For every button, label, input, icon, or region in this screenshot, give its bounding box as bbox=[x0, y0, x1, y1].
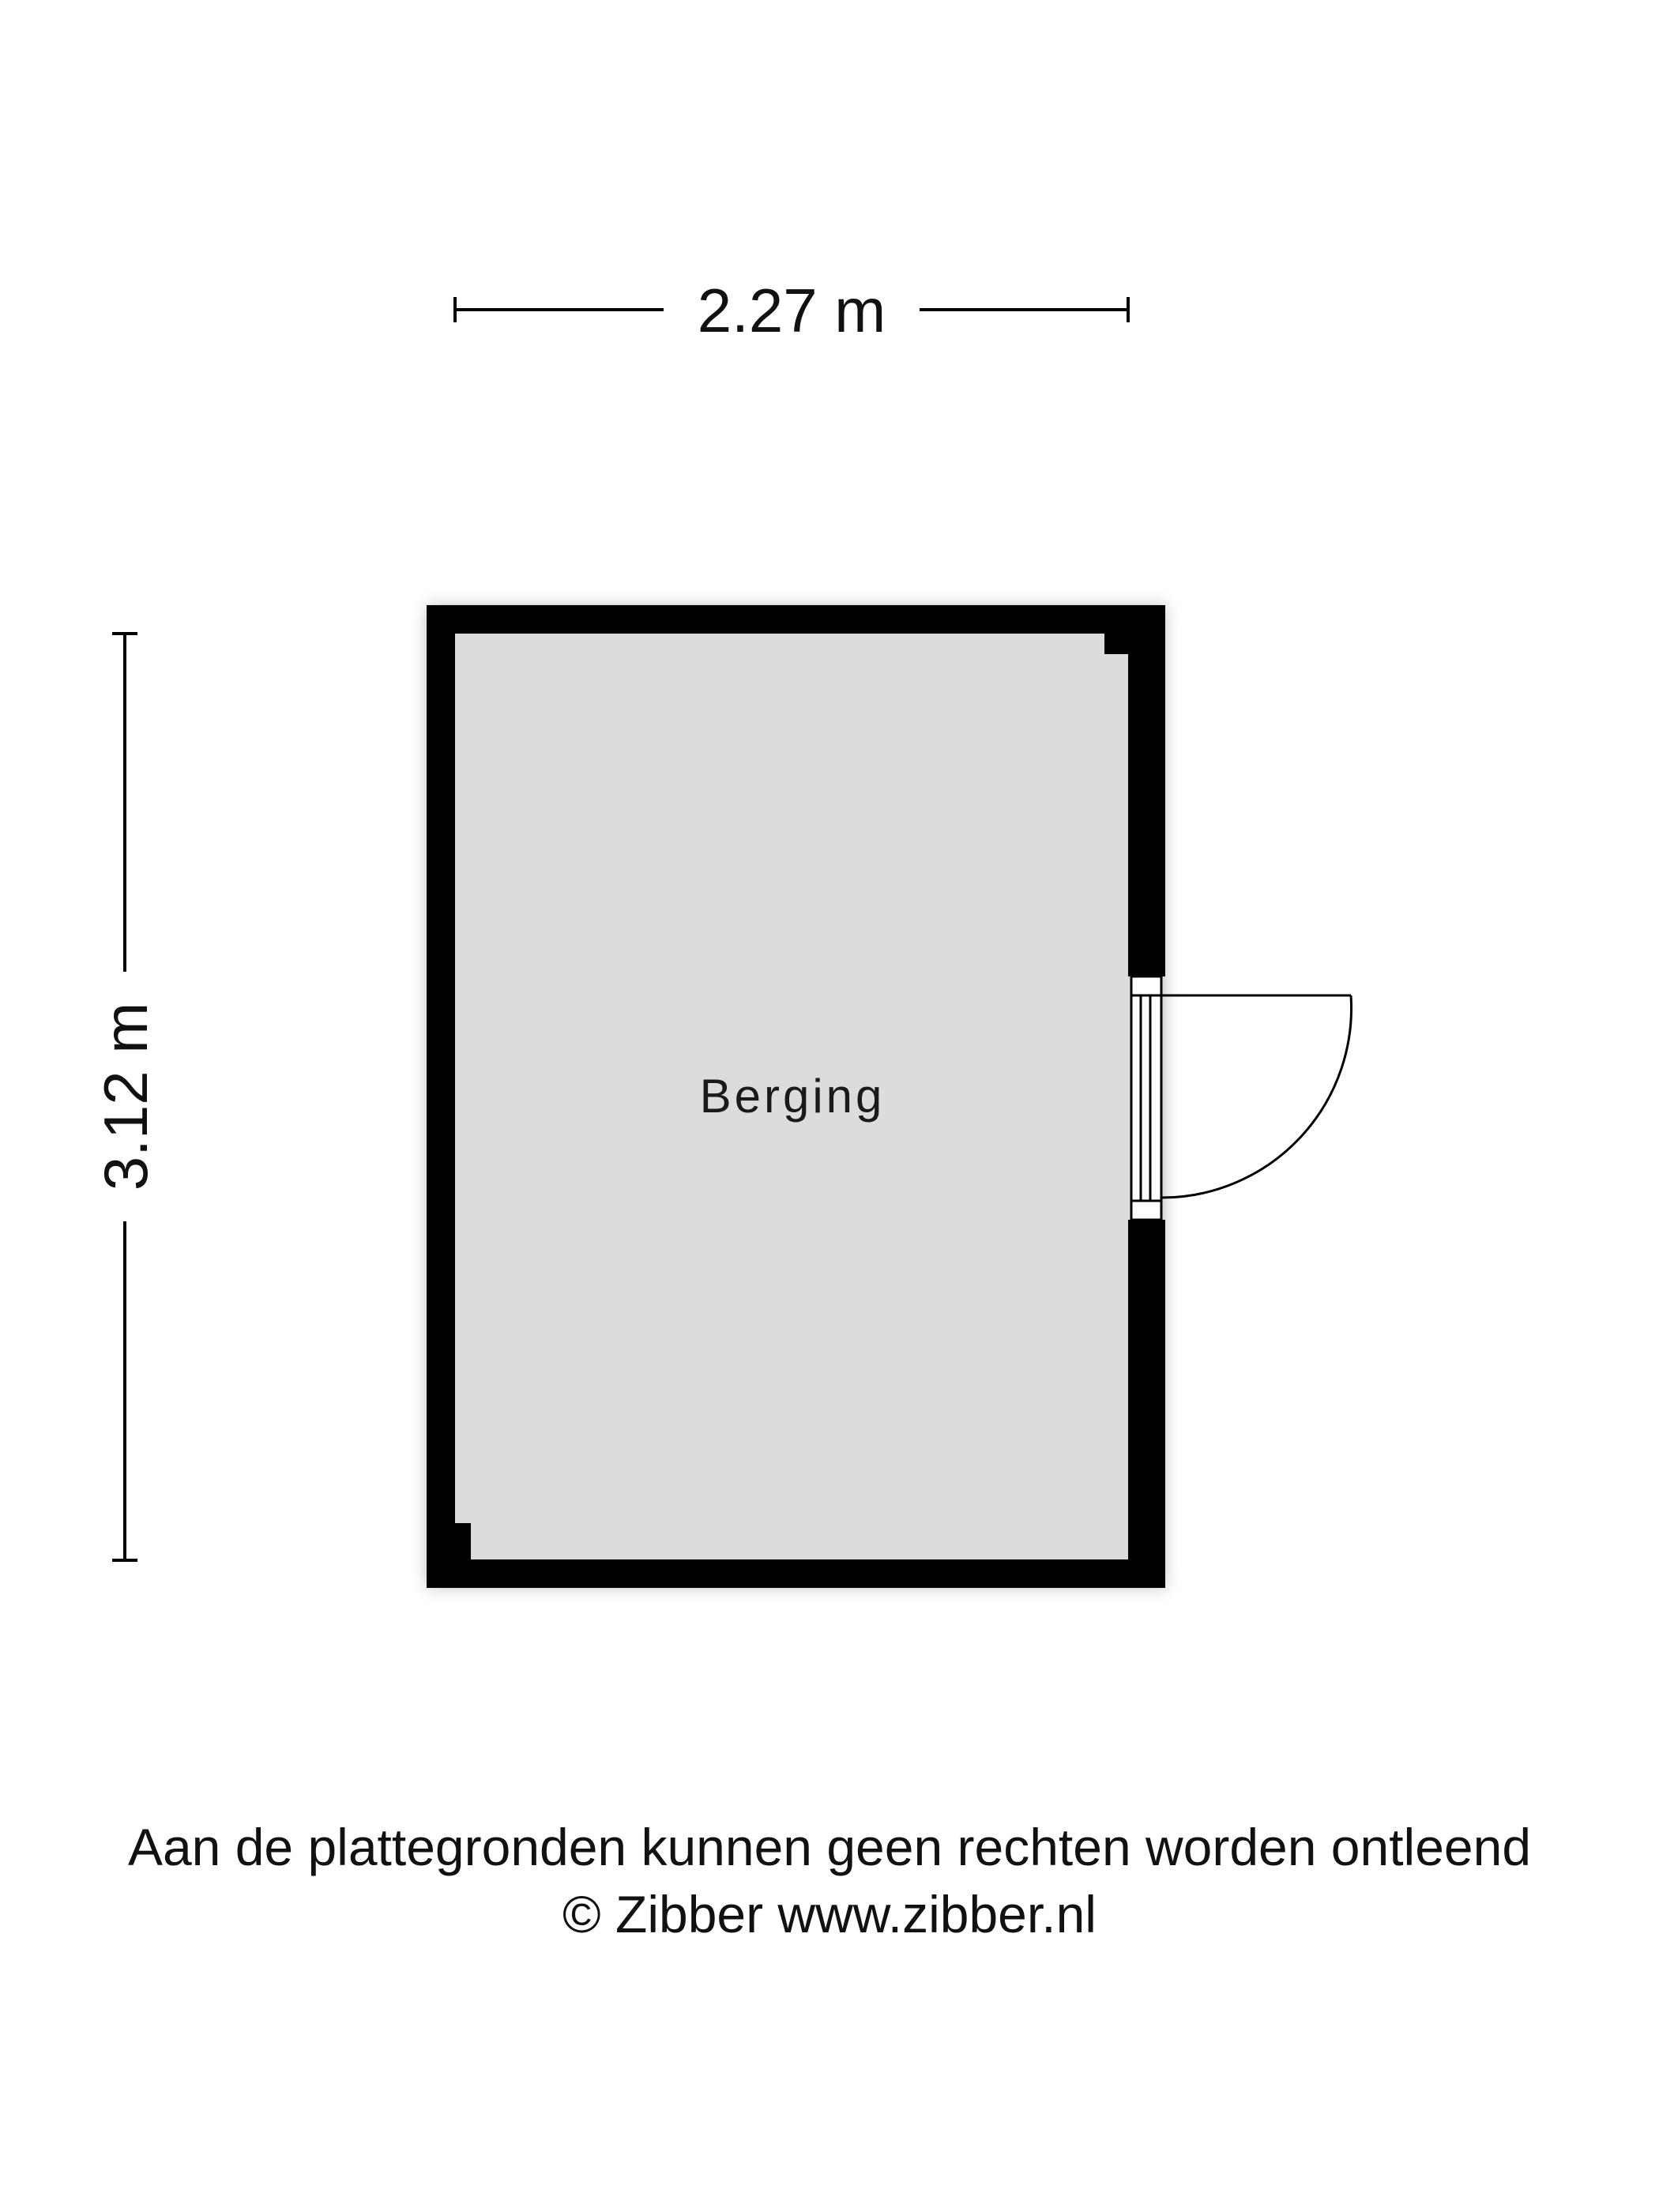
corner-nub-top-right bbox=[1104, 632, 1128, 654]
wall-left bbox=[427, 605, 455, 1588]
door-jamb-top bbox=[1131, 976, 1161, 995]
wall-right-lower bbox=[1128, 1220, 1165, 1588]
height-dimension bbox=[91, 634, 160, 1560]
copyright-text: © Zibber www.zibber.nl bbox=[562, 1885, 1097, 1943]
door-jamb-bottom bbox=[1131, 1201, 1161, 1220]
door-frame bbox=[1131, 976, 1161, 1220]
height-dimension-label: 3.12 m bbox=[91, 1002, 160, 1191]
wall-top bbox=[427, 605, 1165, 634]
corner-nub-bottom-left bbox=[453, 1523, 471, 1559]
width-dimension-label: 2.27 m bbox=[697, 276, 886, 345]
door-swing-arc bbox=[1161, 995, 1352, 1198]
disclaimer-text: Aan de plattegronden kunnen geen rechten worden ontleend bbox=[127, 1818, 1532, 1876]
wall-right-upper bbox=[1128, 605, 1165, 976]
room-label-berging: Berging bbox=[699, 1070, 886, 1123]
width-dimension bbox=[455, 276, 1128, 345]
wall-bottom bbox=[427, 1559, 1165, 1588]
